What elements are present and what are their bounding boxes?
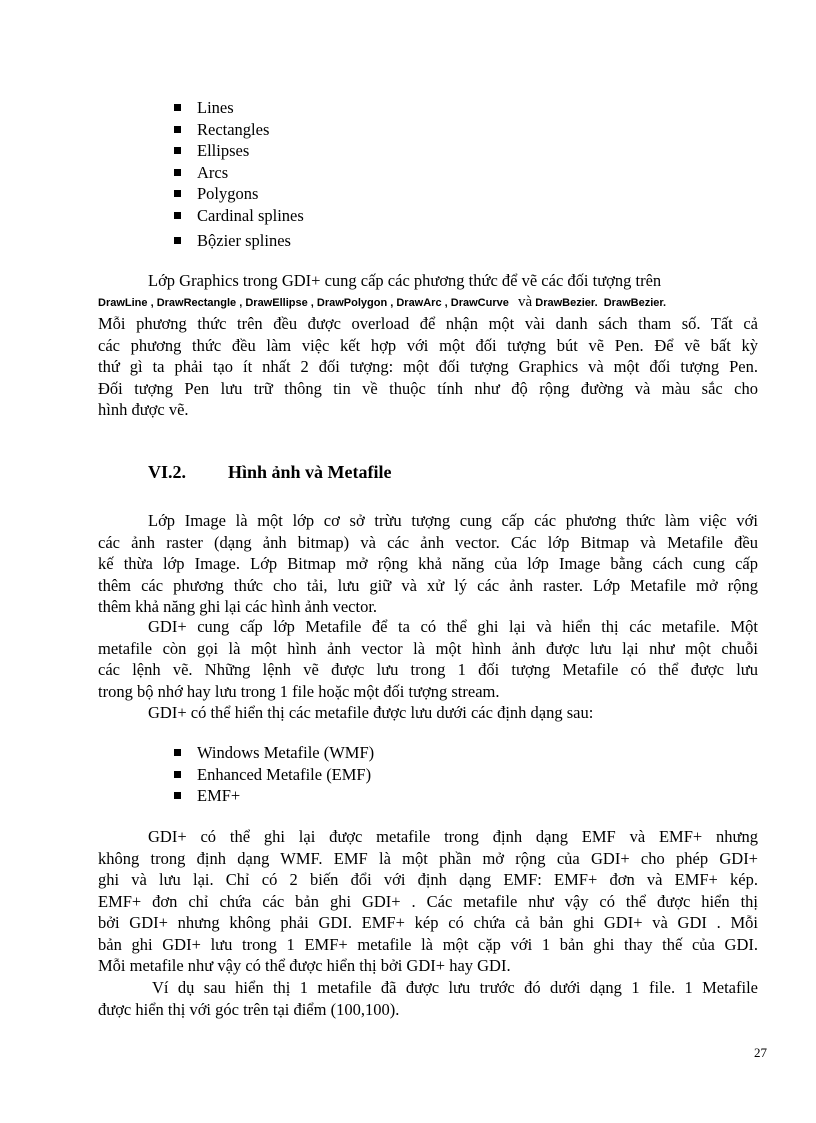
page-number: 27 bbox=[754, 1045, 767, 1060]
list-item: Windows Metafile (WMF) bbox=[172, 742, 374, 764]
paragraph-line: Đối tượng Pen lưu trữ thông tin về thuộc tính như độ rộng đường và màu sắc cho bbox=[98, 378, 758, 398]
paragraph-line: kế thừa lớp Image. Lớp Bitmap mở rộng khả năng của lớp Image bằng cách cung cấp bbox=[98, 554, 758, 573]
paragraph-line: thứ gì ta phải tạo ít nhất 2 đối tượng: một đối tượng Graphics và một đối tượng Pen. bbox=[98, 357, 758, 376]
method-name: DrawRectangle bbox=[156, 296, 237, 309]
paragraph-line: ghi và lưu lại. Chỉ có 2 biến đổi với định dạng EMF: EMF+ đơn và EMF+ kép. bbox=[98, 870, 758, 889]
conjunction: và bbox=[518, 293, 533, 310]
methods-line: DrawLine , DrawRectangle , DrawEllipse , DrawPolygon , DrawArc , DrawCurve và DrawBezier. DrawBezier. bbox=[98, 293, 667, 310]
metafile-paragraph bbox=[98, 616, 758, 724]
paragraph-line: Lớp Graphics trong GDI+ cung cấp các phương thức để vẽ các đối tượng trên bbox=[148, 271, 662, 290]
section-title: Hình ảnh và Metafile bbox=[228, 462, 392, 482]
method-name: DrawBezier bbox=[535, 296, 595, 309]
graphics-paragraph bbox=[98, 270, 758, 421]
paragraph-line: EMF+ đơn chỉ chứa các bản ghi GDI+ . Các metafile như vậy có thể được hiển thị bbox=[98, 891, 758, 911]
paragraph-line: các ảnh raster (dạng ảnh bitmap) và các ảnh vector. Các lớp Bitmap và Metafile đều bbox=[98, 532, 758, 552]
list-item: EMF+ bbox=[172, 785, 374, 807]
list-item: Rectangles bbox=[172, 119, 304, 141]
formats-list bbox=[172, 742, 374, 807]
list-item: Polygons bbox=[172, 183, 304, 205]
method-name: DrawCurve bbox=[450, 296, 509, 309]
paragraph-line: metafile còn gọi là một hình ảnh vector là một hình ảnh được lưu lại như một chuỗi bbox=[98, 638, 758, 658]
method-name: DrawArc bbox=[396, 296, 442, 309]
paragraph-line: Mỗi metafile như vậy có thể được hiển thị bởi GDI+ hay GDI. bbox=[98, 956, 511, 975]
list-item: Lines bbox=[172, 97, 304, 119]
paragraph-line: không trong định dạng WMF. EMF là một phần mở rộng của GDI+ cho phép GDI+ bbox=[98, 848, 758, 868]
list-item: Cardinal splines bbox=[172, 205, 304, 227]
example-paragraph bbox=[98, 977, 758, 1020]
paragraph-line: thêm các phương thức cho tải, lưu giữ và xử lý các ảnh raster. Lớp Metafile mở rộng bbox=[98, 575, 758, 595]
method-name: DrawEllipse bbox=[245, 296, 308, 309]
method-name: DrawPolygon bbox=[316, 296, 388, 309]
paragraph-line: các lệnh vẽ. Những lệnh vẽ được lưu trong 1 đối tượng Metafile có thể được lưu bbox=[98, 660, 758, 679]
emf-paragraph bbox=[98, 826, 758, 977]
list-item: Arcs bbox=[172, 162, 304, 184]
paragraph-line: Lớp Image là một lớp cơ sở trừu tượng cung cấp các phương thức làm việc với bbox=[148, 511, 758, 530]
paragraph-line: được hiển thị với góc trên tại điểm (100,100). bbox=[98, 999, 400, 1019]
paragraph-line: hình được vẽ. bbox=[98, 400, 189, 419]
paragraph-line: bởi GDI+ nhưng không phải GDI. EMF+ kép có chứa cả bản ghi GDI+ và GDI . Mỗi bbox=[98, 913, 758, 932]
paragraph-line: các phương thức đều làm việc kết hợp với một đối tượng bút vẽ Pen. Để vẽ bất kỳ bbox=[98, 335, 758, 355]
list-item: Enhanced Metafile (EMF) bbox=[172, 764, 374, 786]
section-heading bbox=[148, 462, 392, 483]
paragraph-line: GDI+ cung cấp lớp Metafile để ta có thể ghi lại và hiển thị các metafile. Một bbox=[148, 617, 758, 636]
list-item: Ellipses bbox=[172, 140, 304, 162]
section-number: VI.2. bbox=[148, 462, 187, 482]
paragraph-line: Ví dụ sau hiển thị 1 metafile đã được lưu trước đó dưới dạng 1 file. 1 Metafile bbox=[152, 978, 758, 997]
formats-intro: GDI+ có thể hiển thị các metafile được lưu dưới các định dạng sau: bbox=[148, 703, 594, 722]
image-paragraph bbox=[98, 510, 758, 618]
list-item: Bộzier splines bbox=[172, 230, 304, 252]
paragraph-line: bản ghi GDI+ lưu trong 1 EMF+ metafile là một cặp với 1 bản ghi thay thế của GDI. bbox=[98, 934, 758, 954]
method-name: DrawLine bbox=[98, 296, 148, 309]
method-name: DrawBezier bbox=[603, 296, 664, 309]
shapes-list bbox=[172, 97, 304, 252]
paragraph-line: Mỗi phương thức trên đều được overload để nhận một vài danh sách tham số. Tất cả bbox=[98, 314, 758, 333]
paragraph-line: thêm khả năng ghi lại các hình ảnh vector. bbox=[98, 597, 378, 616]
paragraph-line: GDI+ có thể ghi lại được metafile trong định dạng EMF và EMF+ nhưng bbox=[148, 827, 758, 846]
paragraph-line: trong bộ nhớ hay lưu trong 1 file hoặc một đối tượng stream. bbox=[98, 681, 500, 701]
